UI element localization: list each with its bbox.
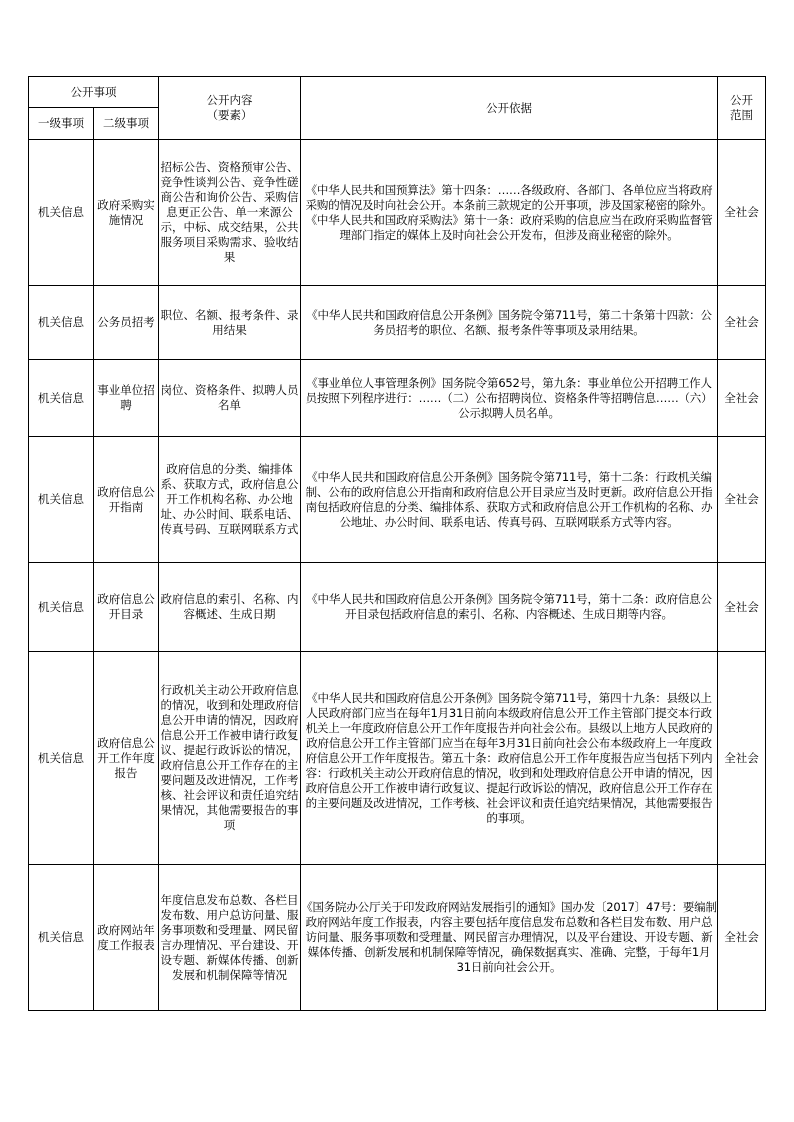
level1-cell: 机关信息 xyxy=(29,140,94,286)
table-row xyxy=(29,437,766,563)
scope-cell: 全社会 xyxy=(718,437,766,563)
level1-cell: 机关信息 xyxy=(29,437,94,563)
table-row xyxy=(29,652,766,865)
scope-cell: 全社会 xyxy=(718,140,766,286)
basis-cell: 《国务院办公厅关于印发政府网站发展指引的通知》国办发〔2017〕47号：要编制政府网站年度工作报表，内容主要包括年度信息发布总数和各栏目发布数、用户总访问量、服务事项数和受理量、网民留言办理情况，以及平台建设、开设专题、新媒体传播、创新发展和机制保障等情况，确保数据真实、准确、完整，于每年1月31日前向社会公开。 xyxy=(301,865,718,1011)
level2-cell: 事业单位招聘 xyxy=(94,360,159,437)
header-basis: 公开依据 xyxy=(301,77,718,140)
scope-cell: 全社会 xyxy=(718,652,766,865)
basis-cell: 《中华人民共和国政府信息公开条例》国务院令第711号，第十二条：行政机关编制、公布的政府信息公开指南和政府信息公开目录应当及时更新。政府信息公开指南包括政府信息的分类、编排体系、获取方式和政府信息公开工作机构的名称、办公地址、办公时间、联系电话、传真号码、互联网联系方式等内容。 xyxy=(301,437,718,563)
table-row xyxy=(29,360,766,437)
level2-cell: 政府信息公开目录 xyxy=(94,563,159,652)
content-cell: 政府信息的分类、编排体系、获取方式，政府信息公开工作机构名称、办公地址、办公时间、联系电话、传真号码、互联网联系方式 xyxy=(159,437,301,563)
content-cell: 年度信息发布总数、各栏目发布数、用户总访问量、服务事项数和受理量、网民留言办理情况、平台建设、开设专题、新媒体传播、创新发展和机制保障等情况 xyxy=(159,865,301,1011)
level2-cell: 政府网站年度工作报表 xyxy=(94,865,159,1011)
basis-cell: 《中华人民共和国政府信息公开条例》国务院令第711号，第四十九条：县级以上人民政府部门应当在每年1月31日前向本级政府信息公开工作主管部门提交本行政机关上一年度政府信息公开工作年度报告并向社会公布。县级以上地方人民政府的政府信息公开工作主管部门应当在每年3月31日前向社会公布本级政府上一年度政府信息公开工作年度报告。第五十条：政府信息公开工作年度报告应当包括下列内容：行政机关主动公开政府信息的情况，收到和处理政府信息公开申请的情况，因政府信息公开工作被申请行政复议、提起行政诉讼的情况，政府信息公开工作存在的主要问题及改进情况，工作考核、社会评议和责任追究结果情况，其他需要报告的事项。 xyxy=(301,652,718,865)
table-row xyxy=(29,286,766,360)
basis-cell: 《中华人民共和国政府信息公开条例》国务院令第711号，第十二条：政府信息公开目录包括政府信息的索引、名称、内容概述、生成日期等内容。 xyxy=(301,563,718,652)
content-cell: 职位、名额、报考条件、录用结果 xyxy=(159,286,301,360)
level1-cell: 机关信息 xyxy=(29,563,94,652)
scope-cell: 全社会 xyxy=(718,865,766,1011)
level2-cell: 政府信息公开指南 xyxy=(94,437,159,563)
level2-cell: 政府采购实施情况 xyxy=(94,140,159,286)
content-cell: 行政机关主动公开政府信息的情况，收到和处理政府信息公开申请的情况，因政府信息公开工作被申请行政复议、提起行政诉讼的情况，政府信息公开工作存在的主要问题及改进情况，工作考核、社会评议和责任追究结果情况，其他需要报告的事项 xyxy=(159,652,301,865)
level2-cell: 政府信息公开工作年度报告 xyxy=(94,652,159,865)
table-row xyxy=(29,140,766,286)
table-row xyxy=(29,865,766,1011)
table-row xyxy=(29,563,766,652)
disclosure-table xyxy=(28,76,766,1011)
scope-cell: 全社会 xyxy=(718,286,766,360)
content-cell: 政府信息的索引、名称、内容概述、生成日期 xyxy=(159,563,301,652)
header-level1: 一级事项 xyxy=(29,108,94,140)
header-level2: 二级事项 xyxy=(94,108,159,140)
content-cell: 岗位、资格条件、拟聘人员名单 xyxy=(159,360,301,437)
basis-cell: 《中华人民共和国预算法》第十四条：……各级政府、各部门、各单位应当将政府采购的情况及时向社会公开。本条前三款规定的公开事项，涉及国家秘密的除外。 《中华人民共和国政府采购法》第十一条：政府采购的信息应当在政府采购监督管理部门指定的媒体上及时向社会公开发布，但涉及商业秘密的除外。 xyxy=(301,140,718,286)
header-disclosure-items: 公开事项 xyxy=(29,77,159,108)
basis-cell: 《事业单位人事管理条例》国务院令第652号，第九条：事业单位公开招聘工作人员按照下列程序进行：……（二）公布招聘岗位、资格条件等招聘信息……（六）公示拟聘人员名单。 xyxy=(301,360,718,437)
level1-cell: 机关信息 xyxy=(29,652,94,865)
header-content: 公开内容 （要素） xyxy=(159,77,301,140)
level1-cell: 机关信息 xyxy=(29,360,94,437)
level1-cell: 机关信息 xyxy=(29,286,94,360)
basis-cell: 《中华人民共和国政府信息公开条例》国务院令第711号，第二十条第十四款：公务员招考的职位、名额、报考条件等事项及录用结果。 xyxy=(301,286,718,360)
level2-cell: 公务员招考 xyxy=(94,286,159,360)
level1-cell: 机关信息 xyxy=(29,865,94,1011)
content-cell: 招标公告、资格预审公告、竞争性谈判公告、竞争性磋商公告和询价公告、采购信息更正公告、单一来源公示，中标、成交结果，公共服务项目采购需求、验收结果 xyxy=(159,140,301,286)
scope-cell: 全社会 xyxy=(718,360,766,437)
header-scope: 公开 范围 xyxy=(718,77,766,140)
scope-cell: 全社会 xyxy=(718,563,766,652)
